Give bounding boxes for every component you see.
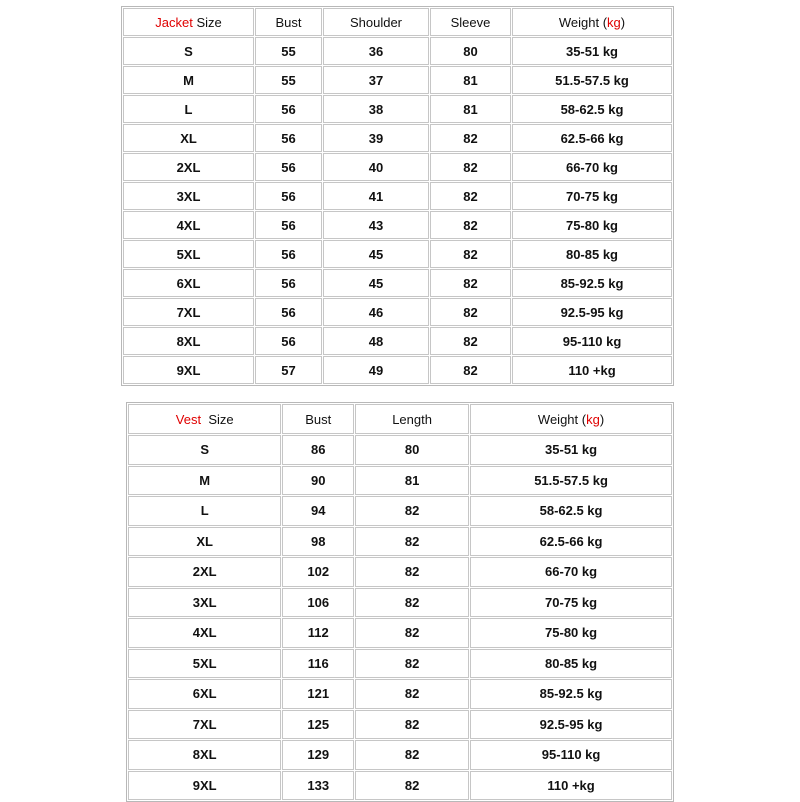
jacket-cell-size: 3XL bbox=[123, 182, 254, 210]
vest-cell-length: 80 bbox=[355, 435, 469, 465]
jacket-table-row bbox=[123, 124, 672, 152]
vest-header-length: Length bbox=[355, 404, 469, 434]
jacket-cell-shoulder: 41 bbox=[323, 182, 429, 210]
jacket-header-sleeve: Sleeve bbox=[430, 8, 511, 36]
vest-table-row bbox=[128, 557, 672, 587]
jacket-table-row bbox=[123, 356, 672, 384]
jacket-cell-size: 7XL bbox=[123, 298, 254, 326]
vest-size-table bbox=[126, 402, 674, 802]
weight-suffix: ) bbox=[599, 411, 605, 427]
jacket-table-row bbox=[123, 95, 672, 123]
jacket-cell-sleeve: 81 bbox=[430, 95, 511, 123]
jacket-cell-shoulder: 49 bbox=[323, 356, 429, 384]
jacket-cell-weight: 35-51 kg bbox=[512, 37, 672, 65]
jacket-cell-shoulder: 40 bbox=[323, 153, 429, 181]
vest-cell-length: 82 bbox=[355, 649, 469, 679]
jacket-cell-weight: 80-85 kg bbox=[512, 240, 672, 268]
jacket-cell-weight: 75-80 kg bbox=[512, 211, 672, 239]
jacket-cell-bust: 55 bbox=[255, 37, 322, 65]
vest-cell-length: 81 bbox=[355, 466, 469, 496]
jacket-cell-weight: 51.5-57.5 kg bbox=[512, 66, 672, 94]
vest-cell-bust: 106 bbox=[282, 588, 354, 618]
jacket-table-row bbox=[123, 327, 672, 355]
vest-table-row bbox=[128, 771, 672, 801]
vest-cell-length: 82 bbox=[355, 740, 469, 770]
vest-cell-size: L bbox=[128, 496, 281, 526]
vest-cell-size: XL bbox=[128, 527, 281, 557]
jacket-cell-weight: 85-92.5 kg bbox=[512, 269, 672, 297]
jacket-cell-sleeve: 81 bbox=[430, 66, 511, 94]
jacket-header-bust: Bust bbox=[255, 8, 322, 36]
jacket-cell-shoulder: 48 bbox=[323, 327, 429, 355]
vest-cell-weight: 70-75 kg bbox=[470, 588, 672, 618]
jacket-cell-sleeve: 82 bbox=[430, 124, 511, 152]
jacket-cell-bust: 56 bbox=[255, 95, 322, 123]
jacket-cell-sleeve: 80 bbox=[430, 37, 511, 65]
weight-label: Weight ( bbox=[537, 411, 587, 427]
jacket-cell-size: 2XL bbox=[123, 153, 254, 181]
vest-header-weight bbox=[470, 404, 672, 434]
jacket-cell-weight: 92.5-95 kg bbox=[512, 298, 672, 326]
jacket-cell-weight: 70-75 kg bbox=[512, 182, 672, 210]
jacket-header-size bbox=[123, 8, 254, 36]
jacket-cell-weight: 66-70 kg bbox=[512, 153, 672, 181]
jacket-table-row bbox=[123, 37, 672, 65]
jacket-cell-bust: 56 bbox=[255, 240, 322, 268]
jacket-cell-size: M bbox=[123, 66, 254, 94]
vest-cell-weight: 66-70 kg bbox=[470, 557, 672, 587]
jacket-cell-weight: 62.5-66 kg bbox=[512, 124, 672, 152]
jacket-cell-sleeve: 82 bbox=[430, 327, 511, 355]
jacket-cell-sleeve: 82 bbox=[430, 298, 511, 326]
vest-header-size bbox=[128, 404, 281, 434]
vest-table-row bbox=[128, 679, 672, 709]
jacket-table-row bbox=[123, 66, 672, 94]
jacket-header-weight bbox=[512, 8, 672, 36]
vest-cell-bust: 86 bbox=[282, 435, 354, 465]
jacket-cell-shoulder: 38 bbox=[323, 95, 429, 123]
jacket-label: Jacket bbox=[155, 14, 193, 30]
jacket-cell-weight: 110 +kg bbox=[512, 356, 672, 384]
jacket-table-row bbox=[123, 182, 672, 210]
jacket-cell-size: 6XL bbox=[123, 269, 254, 297]
jacket-table-row bbox=[123, 240, 672, 268]
vest-cell-length: 82 bbox=[355, 618, 469, 648]
vest-cell-length: 82 bbox=[355, 557, 469, 587]
vest-table-row bbox=[128, 466, 672, 496]
vest-table-row bbox=[128, 710, 672, 740]
jacket-header-row bbox=[123, 8, 672, 36]
jacket-cell-bust: 56 bbox=[255, 182, 322, 210]
vest-cell-bust: 129 bbox=[282, 740, 354, 770]
jacket-cell-sleeve: 82 bbox=[430, 211, 511, 239]
weight-unit: kg bbox=[586, 411, 600, 427]
weight-unit: kg bbox=[607, 14, 621, 30]
vest-cell-length: 82 bbox=[355, 496, 469, 526]
vest-cell-length: 82 bbox=[355, 588, 469, 618]
vest-table-row bbox=[128, 740, 672, 770]
vest-table-row bbox=[128, 588, 672, 618]
jacket-cell-sleeve: 82 bbox=[430, 182, 511, 210]
vest-cell-bust: 133 bbox=[282, 771, 354, 801]
vest-cell-size: 7XL bbox=[128, 710, 281, 740]
vest-size-label: Size bbox=[201, 411, 234, 427]
jacket-cell-size: XL bbox=[123, 124, 254, 152]
vest-cell-length: 82 bbox=[355, 679, 469, 709]
jacket-cell-shoulder: 43 bbox=[323, 211, 429, 239]
vest-header-row bbox=[128, 404, 672, 434]
vest-cell-weight: 58-62.5 kg bbox=[470, 496, 672, 526]
jacket-table-row bbox=[123, 153, 672, 181]
jacket-cell-bust: 56 bbox=[255, 327, 322, 355]
vest-cell-weight: 95-110 kg bbox=[470, 740, 672, 770]
vest-cell-weight: 75-80 kg bbox=[470, 618, 672, 648]
jacket-table-row bbox=[123, 211, 672, 239]
vest-cell-length: 82 bbox=[355, 771, 469, 801]
vest-cell-length: 82 bbox=[355, 527, 469, 557]
jacket-cell-weight: 58-62.5 kg bbox=[512, 95, 672, 123]
jacket-cell-shoulder: 45 bbox=[323, 269, 429, 297]
jacket-cell-shoulder: 36 bbox=[323, 37, 429, 65]
jacket-cell-bust: 56 bbox=[255, 298, 322, 326]
jacket-cell-bust: 56 bbox=[255, 211, 322, 239]
vest-header-bust: Bust bbox=[282, 404, 354, 434]
vest-cell-weight: 62.5-66 kg bbox=[470, 527, 672, 557]
vest-cell-size: 8XL bbox=[128, 740, 281, 770]
vest-table-row bbox=[128, 496, 672, 526]
vest-cell-size: 3XL bbox=[128, 588, 281, 618]
vest-cell-weight: 80-85 kg bbox=[470, 649, 672, 679]
vest-cell-bust: 90 bbox=[282, 466, 354, 496]
vest-table-row bbox=[128, 618, 672, 648]
vest-cell-bust: 94 bbox=[282, 496, 354, 526]
jacket-cell-bust: 56 bbox=[255, 269, 322, 297]
jacket-cell-shoulder: 46 bbox=[323, 298, 429, 326]
jacket-cell-bust: 55 bbox=[255, 66, 322, 94]
vest-label: Vest bbox=[175, 411, 202, 427]
vest-cell-bust: 125 bbox=[282, 710, 354, 740]
vest-cell-bust: 98 bbox=[282, 527, 354, 557]
vest-cell-weight: 35-51 kg bbox=[470, 435, 672, 465]
vest-table-row bbox=[128, 435, 672, 465]
jacket-header-shoulder: Shoulder bbox=[323, 8, 429, 36]
vest-cell-weight: 51.5-57.5 kg bbox=[470, 466, 672, 496]
jacket-cell-shoulder: 45 bbox=[323, 240, 429, 268]
vest-cell-bust: 102 bbox=[282, 557, 354, 587]
jacket-size-label: Size bbox=[192, 14, 222, 30]
vest-cell-weight: 110 +kg bbox=[470, 771, 672, 801]
vest-cell-size: 5XL bbox=[128, 649, 281, 679]
jacket-cell-size: 5XL bbox=[123, 240, 254, 268]
jacket-cell-size: 4XL bbox=[123, 211, 254, 239]
jacket-cell-shoulder: 37 bbox=[323, 66, 429, 94]
jacket-cell-bust: 57 bbox=[255, 356, 322, 384]
jacket-cell-size: L bbox=[123, 95, 254, 123]
jacket-table-row bbox=[123, 298, 672, 326]
jacket-cell-bust: 56 bbox=[255, 124, 322, 152]
vest-table-row bbox=[128, 527, 672, 557]
vest-cell-size: M bbox=[128, 466, 281, 496]
jacket-cell-bust: 56 bbox=[255, 153, 322, 181]
jacket-cell-weight: 95-110 kg bbox=[512, 327, 672, 355]
vest-cell-weight: 85-92.5 kg bbox=[470, 679, 672, 709]
jacket-size-table bbox=[121, 6, 674, 386]
jacket-cell-shoulder: 39 bbox=[323, 124, 429, 152]
jacket-cell-size: 8XL bbox=[123, 327, 254, 355]
jacket-cell-size: S bbox=[123, 37, 254, 65]
vest-cell-bust: 116 bbox=[282, 649, 354, 679]
jacket-cell-size: 9XL bbox=[123, 356, 254, 384]
vest-cell-size: S bbox=[128, 435, 281, 465]
jacket-cell-sleeve: 82 bbox=[430, 356, 511, 384]
vest-cell-length: 82 bbox=[355, 710, 469, 740]
jacket-table-row bbox=[123, 269, 672, 297]
jacket-cell-sleeve: 82 bbox=[430, 269, 511, 297]
weight-label: Weight ( bbox=[558, 14, 608, 30]
vest-table-row bbox=[128, 649, 672, 679]
jacket-cell-sleeve: 82 bbox=[430, 240, 511, 268]
vest-cell-bust: 121 bbox=[282, 679, 354, 709]
jacket-cell-sleeve: 82 bbox=[430, 153, 511, 181]
vest-cell-weight: 92.5-95 kg bbox=[470, 710, 672, 740]
vest-cell-size: 2XL bbox=[128, 557, 281, 587]
vest-cell-size: 6XL bbox=[128, 679, 281, 709]
vest-cell-size: 4XL bbox=[128, 618, 281, 648]
weight-suffix: ) bbox=[620, 14, 626, 30]
vest-cell-bust: 112 bbox=[282, 618, 354, 648]
vest-cell-size: 9XL bbox=[128, 771, 281, 801]
